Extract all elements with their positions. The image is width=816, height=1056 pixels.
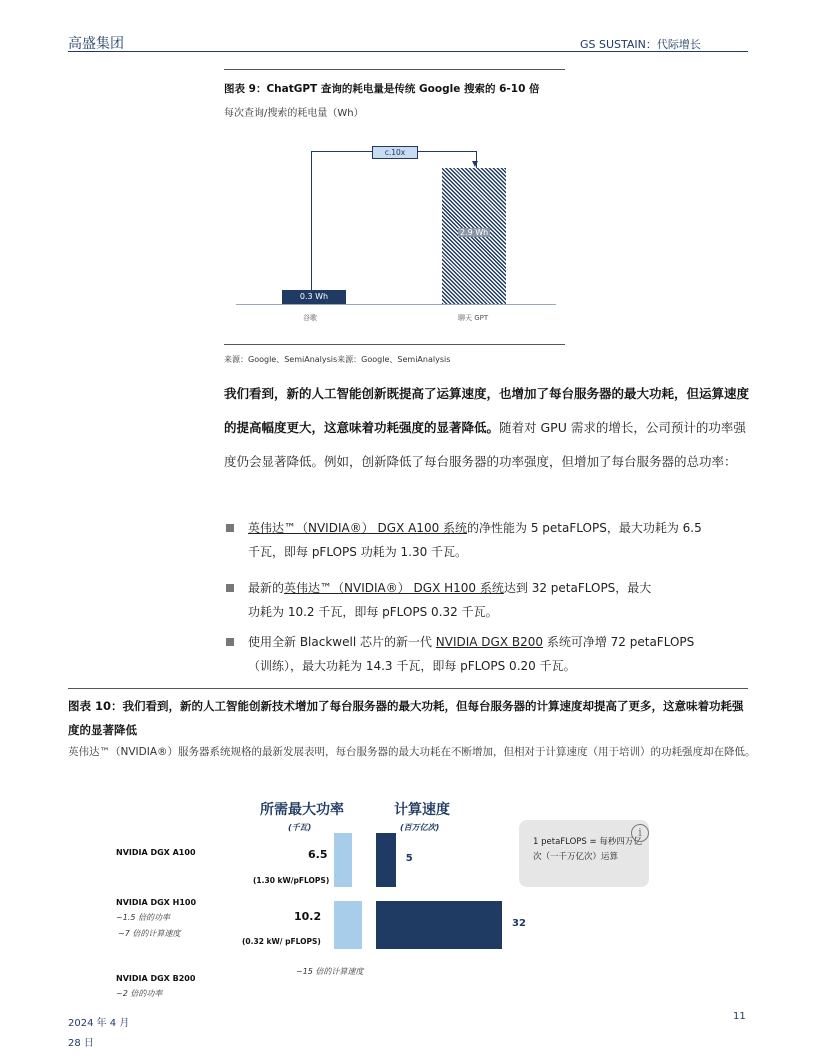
connector-arrow-icon: [472, 161, 478, 167]
x-axis: [236, 304, 556, 305]
bullet-h100-post: 达到 32 petaFLOPS，最大: [503, 581, 652, 595]
bullet-a100-post: 的净性能为 5 petaFLOPS，最大功耗为 6.5: [467, 521, 702, 535]
bullet-a100-line2: 千瓦，即每 pFLOPS 功耗为 1.30 千瓦。: [248, 545, 468, 559]
fig9-chart: [236, 136, 556, 326]
power-bar-a100: [334, 833, 352, 887]
link-dgx-b200[interactable]: NVIDIA DGX B200: [435, 635, 544, 649]
x-tick-google: 谷歌: [303, 314, 317, 322]
system-note-h100-compute: ~7 倍的计算速度: [118, 929, 181, 938]
compute-bar-a100: [376, 833, 396, 887]
body-paragraph-rest: 随着对 GPU 需求的增长，公司预计的功率强度仍会显著降低。例如，创新降低了每台服务器的功率强度，但增加了每台服务器的总功率：: [224, 420, 746, 469]
body-paragraph-bold: 我们看到，新的人工智能创新既提高了运算速度，也增加了每台服务器的最大功耗，但运算速度的提高幅度更大，这意味着功耗强度的显著降低。: [224, 386, 750, 435]
system-note-h100-power: ~1.5 倍的功率: [116, 913, 170, 922]
footer-date-line2: 28 日: [68, 1038, 94, 1049]
bullet-a100: [248, 516, 702, 564]
bar-chatgpt-value-label: 2.9 Wh: [460, 228, 489, 238]
compute-bar-h100: [376, 901, 502, 949]
footer-date-line1: 2024 年 4 月: [68, 1018, 130, 1029]
petaflops-info-box: [519, 820, 649, 887]
header-rule: [68, 51, 748, 52]
system-note-b200-power: ~2 倍的功率: [116, 989, 163, 998]
compute-value-a100: 5: [405, 853, 413, 864]
petaflops-info-text: 1 petaFLOPS = 每秒四万亿次（一千万亿次）运算: [533, 837, 642, 862]
bullet-icon: [226, 524, 234, 532]
compute-heading: 计算速度: [394, 802, 450, 818]
fig9-bottom-rule: [224, 344, 565, 345]
header-series: GS SUSTAIN：代际增长: [580, 38, 701, 51]
bullet-h100: [248, 576, 651, 624]
bullet-b200-pre: 使用全新 Blackwell 芯片的新一代: [248, 635, 436, 649]
fig10-top-rule: [68, 688, 748, 689]
system-name-b200: NVIDIA DGX B200: [116, 974, 196, 983]
fig9-top-rule: [224, 69, 565, 70]
bullet-icon: [226, 584, 234, 592]
bullet-b200: [248, 630, 694, 678]
system-name-a100: NVIDIA DGX A100: [116, 848, 196, 857]
fig9-title: 图表 9：ChatGPT 查询的耗电量是传统 Google 搜索的 6-10 倍: [224, 83, 540, 95]
bar-google: [282, 290, 346, 304]
bullet-icon: [226, 638, 234, 646]
header-brand: 高盛集团: [68, 36, 124, 52]
fig9-subtitle: 每次查询/搜索的耗电量（Wh）: [224, 108, 364, 119]
fig10-title: 图表 10：我们看到，新的人工智能创新技术增加了每台服务器的最大功耗，但每台服务器的计算速度却提高了更多，这意味着功耗强度的显著降低: [68, 699, 744, 737]
compute-value-h100: 32: [512, 918, 526, 929]
power-value-a100: 6.5: [308, 848, 328, 861]
link-dgx-h100[interactable]: 英伟达™（NVIDIA®） DGX H100 系统: [284, 581, 504, 595]
compute-note-b200: ~15 倍的计算速度: [296, 967, 364, 976]
multiplier-label: c.10x: [372, 146, 418, 159]
bullet-b200-post: 系统可净增 72 petaFLOPS: [543, 635, 695, 649]
bullet-h100-pre: 最新的: [248, 581, 285, 595]
bullet-b200-line2: （训练），最大功耗为 14.3 千瓦，即每 pFLOPS 0.20 千瓦。: [248, 659, 576, 673]
power-unit: (千瓦): [288, 823, 312, 832]
power-bar-h100: [334, 901, 362, 949]
compute-unit: (百万亿次): [400, 823, 440, 832]
fig9-source: 来源：Google、SemiAnalysis来源：Google、SemiAnalysis: [224, 355, 451, 364]
bar-google-value-label: 0.3 Wh: [299, 291, 329, 301]
fig10-subtitle: 英伟达™（NVIDIA®）服务器系统规格的最新发展表明，每台服务器的最大功耗在不断增加，但相对于计算速度（用于培训）的功耗强度却在降低。: [68, 746, 756, 758]
body-paragraph: [224, 377, 754, 479]
info-icon: i: [631, 824, 649, 842]
power-value-h100: 10.2: [294, 910, 322, 923]
link-dgx-a100[interactable]: 英伟达™（NVIDIA®） DGX A100 系统: [248, 521, 468, 535]
x-tick-chatgpt: 聊天 GPT: [458, 314, 489, 322]
power-heading: 所需最大功率: [260, 802, 344, 818]
bullet-h100-line2: 功耗为 10.2 千瓦，即每 pFLOPS 0.32 千瓦。: [248, 605, 498, 619]
page-number: 11: [733, 1011, 746, 1022]
power-ratio-a100: (1.30 kW/pFLOPS): [253, 876, 330, 885]
power-ratio-h100: (0.32 kW/ pFLOPS): [242, 937, 321, 946]
system-name-h100: NVIDIA DGX H100: [116, 898, 197, 907]
